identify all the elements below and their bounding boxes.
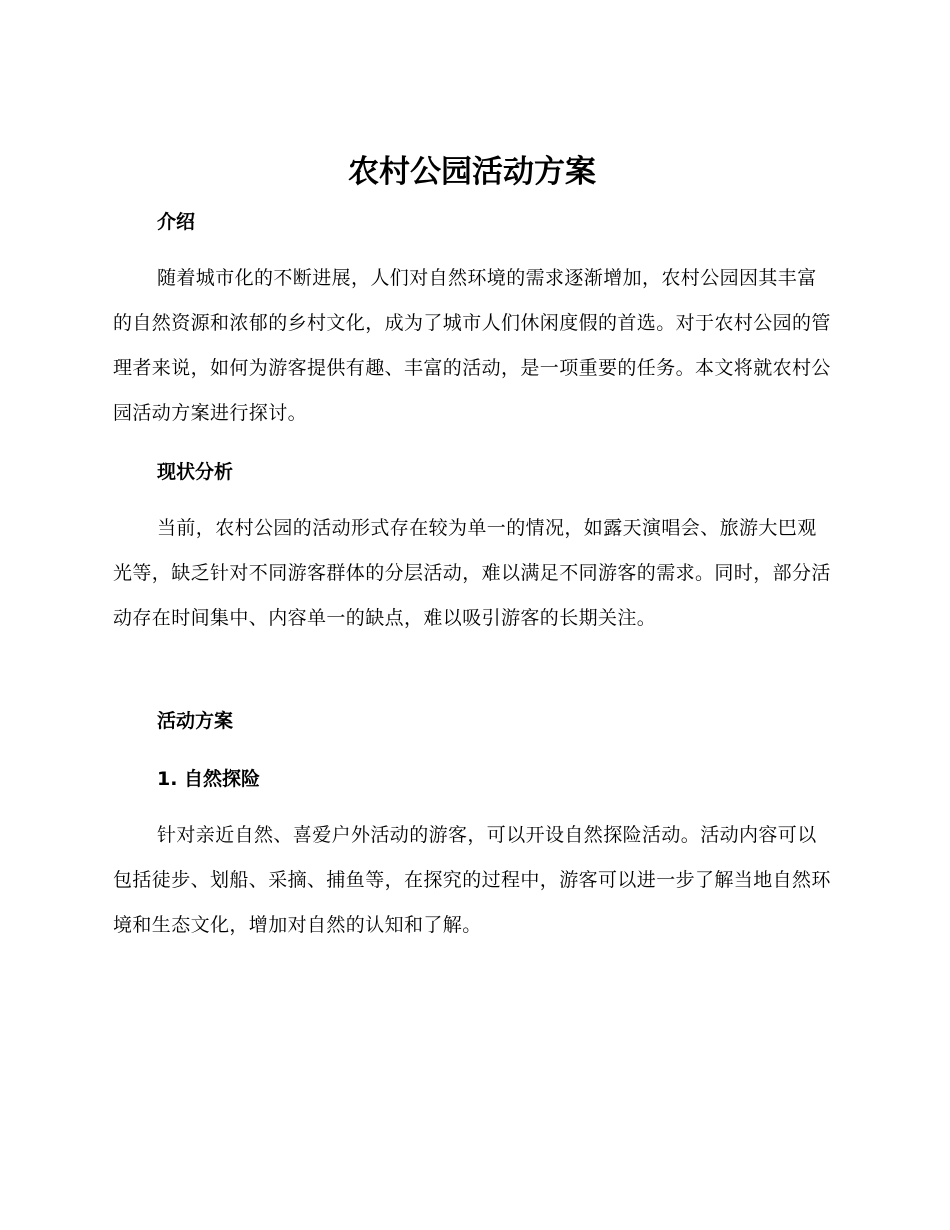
paragraph-status-analysis: 当前，农村公园的活动形式存在较为单一的情况，如露天演唱会、旅游大巴观光等，缺乏针对不同游客群体的分层活动，难以满足不同游客的需求。同时，部分活动存在时间集中、内容单一的缺点，难以吸引游客的长期关注。: [113, 517, 831, 629]
paragraph-nature-adventure: 针对亲近自然、喜爱户外活动的游客，可以开设自然探险活动。活动内容可以包括徒步、划船、采摘、捕鱼等，在探究的过程中，游客可以进一步了解当地自然环境和生态文化，增加对自然的认知和了解。: [113, 824, 831, 936]
document-title: 农村公园活动方案: [348, 154, 596, 190]
heading-activity-plan: 活动方案: [157, 710, 234, 732]
heading-intro: 介绍: [157, 211, 196, 233]
heading-nature-adventure: 1. 自然探险: [157, 768, 261, 790]
paragraph-intro: 随着城市化的不断进展，人们对自然环境的需求逐渐增加，农村公园因其丰富的自然资源和浓郁的乡村文化，成为了城市人们休闲度假的首选。对于农村公园的管理者来说，如何为游客提供有趣、丰富的活动，是一项重要的任务。本文将就农村公园活动方案进行探讨。: [113, 267, 831, 424]
heading-status-analysis: 现状分析: [157, 461, 234, 483]
